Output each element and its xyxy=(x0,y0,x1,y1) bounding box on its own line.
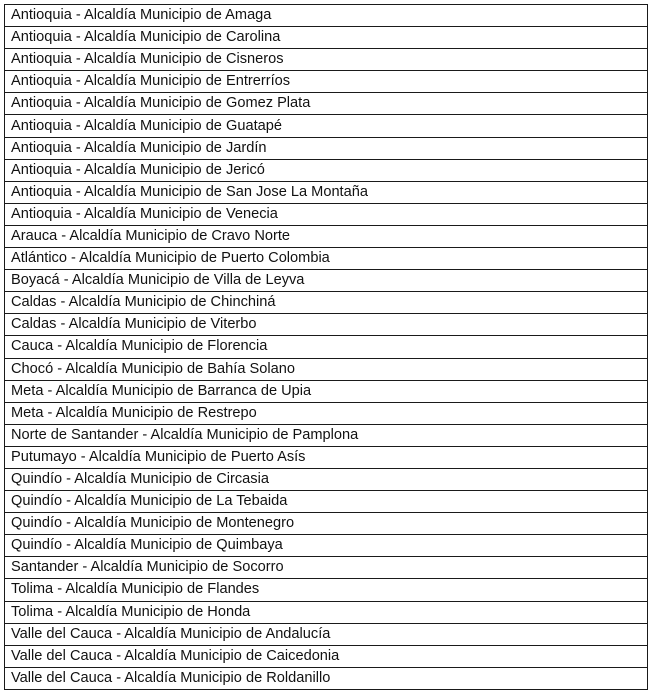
table-row xyxy=(5,402,648,424)
table-cell: Antioquia - Alcaldía Municipio de Cisneros xyxy=(5,49,648,71)
table-row xyxy=(5,535,648,557)
table-row xyxy=(5,159,648,181)
table-cell: Tolima - Alcaldía Municipio de Honda xyxy=(5,601,648,623)
table-cell: Quindío - Alcaldía Municipio de Quimbaya xyxy=(5,535,648,557)
table-cell: Valle del Cauca - Alcaldía Municipio de Caicedonia xyxy=(5,645,648,667)
table-row xyxy=(5,71,648,93)
table-cell: Antioquia - Alcaldía Municipio de Entrerríos xyxy=(5,71,648,93)
table-row xyxy=(5,5,648,27)
table-cell: Quindío - Alcaldía Municipio de Montenegro xyxy=(5,513,648,535)
table-cell: Antioquia - Alcaldía Municipio de Amaga xyxy=(5,5,648,27)
table-row xyxy=(5,93,648,115)
table-cell: Valle del Cauca - Alcaldía Municipio de Andalucía xyxy=(5,623,648,645)
table-cell: Atlántico - Alcaldía Municipio de Puerto Colombia xyxy=(5,248,648,270)
table-cell: Caldas - Alcaldía Municipio de Chinchiná xyxy=(5,292,648,314)
table-row xyxy=(5,358,648,380)
table-row xyxy=(5,557,648,579)
table-row xyxy=(5,27,648,49)
table-row xyxy=(5,380,648,402)
table-row xyxy=(5,225,648,247)
table-cell: Antioquia - Alcaldía Municipio de Carolina xyxy=(5,27,648,49)
table-cell: Antioquia - Alcaldía Municipio de Jardín xyxy=(5,137,648,159)
table-cell: Quindío - Alcaldía Municipio de La Tebaida xyxy=(5,491,648,513)
table-cell: Santander - Alcaldía Municipio de Socorro xyxy=(5,557,648,579)
table-row xyxy=(5,424,648,446)
table-cell: Meta - Alcaldía Municipio de Barranca de Upia xyxy=(5,380,648,402)
table-row xyxy=(5,248,648,270)
table-row xyxy=(5,137,648,159)
table-cell: Antioquia - Alcaldía Municipio de Jericó xyxy=(5,159,648,181)
table-row xyxy=(5,314,648,336)
table-cell: Antioquia - Alcaldía Municipio de Gomez Plata xyxy=(5,93,648,115)
municipality-table xyxy=(4,4,648,690)
table-cell: Cauca - Alcaldía Municipio de Florencia xyxy=(5,336,648,358)
table-row xyxy=(5,115,648,137)
table-cell: Valle del Cauca - Alcaldía Municipio de Roldanillo xyxy=(5,667,648,689)
table-row xyxy=(5,579,648,601)
table-row xyxy=(5,623,648,645)
table-row xyxy=(5,292,648,314)
table-row xyxy=(5,203,648,225)
table-cell: Caldas - Alcaldía Municipio de Viterbo xyxy=(5,314,648,336)
table-row xyxy=(5,468,648,490)
table-cell: Antioquia - Alcaldía Municipio de Venecia xyxy=(5,203,648,225)
table-row xyxy=(5,270,648,292)
table-cell: Meta - Alcaldía Municipio de Restrepo xyxy=(5,402,648,424)
table-cell: Norte de Santander - Alcaldía Municipio de Pamplona xyxy=(5,424,648,446)
table-row xyxy=(5,49,648,71)
table-cell: Arauca - Alcaldía Municipio de Cravo Norte xyxy=(5,225,648,247)
table-cell: Antioquia - Alcaldía Municipio de San Jose La Montaña xyxy=(5,181,648,203)
table-cell: Putumayo - Alcaldía Municipio de Puerto Asís xyxy=(5,446,648,468)
document-page xyxy=(4,4,648,690)
table-row xyxy=(5,645,648,667)
table-row xyxy=(5,513,648,535)
table-cell: Boyacá - Alcaldía Municipio de Villa de Leyva xyxy=(5,270,648,292)
table-row xyxy=(5,601,648,623)
table-row xyxy=(5,491,648,513)
table-cell: Antioquia - Alcaldía Municipio de Guatapé xyxy=(5,115,648,137)
table-row xyxy=(5,336,648,358)
table-cell: Tolima - Alcaldía Municipio de Flandes xyxy=(5,579,648,601)
table-row xyxy=(5,667,648,689)
table-cell: Quindío - Alcaldía Municipio de Circasia xyxy=(5,468,648,490)
table-row xyxy=(5,446,648,468)
table-row xyxy=(5,181,648,203)
table-cell: Chocó - Alcaldía Municipio de Bahía Solano xyxy=(5,358,648,380)
municipality-table-body xyxy=(5,5,648,690)
